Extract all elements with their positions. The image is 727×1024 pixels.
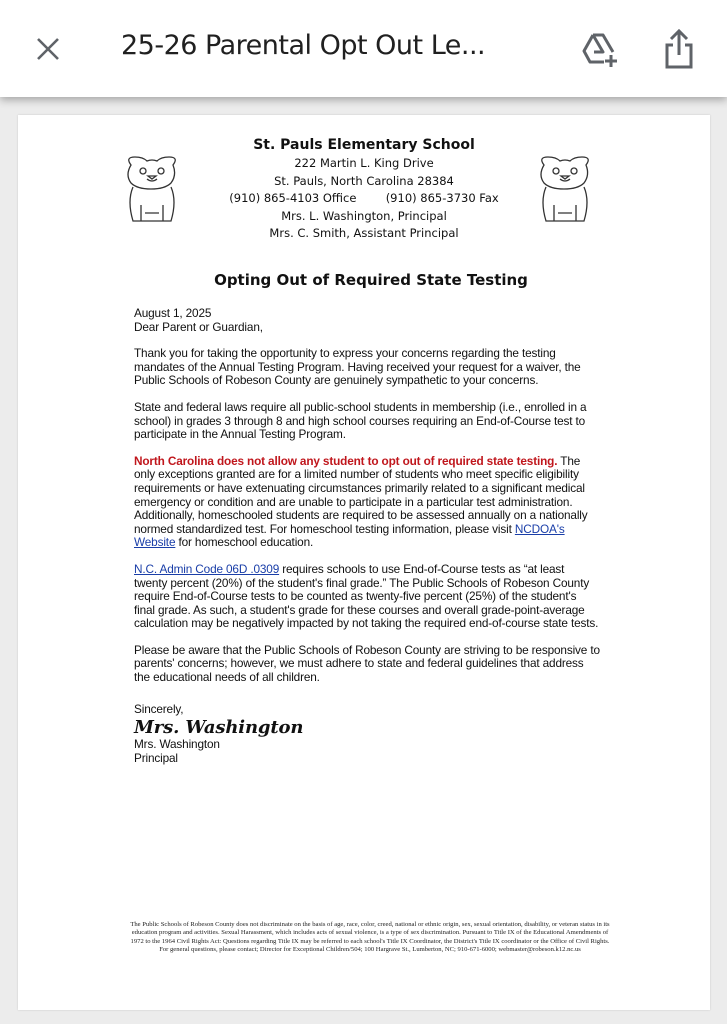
add-to-drive-icon[interactable] xyxy=(580,30,620,68)
opt-out-warning: North Carolina does not allow any student to opt out of required state testing. xyxy=(134,453,558,468)
nondiscrimination-footer: The Public Schools of Robeson County does not discriminate on the basis of age, race, color, creed, national or ethnic origin, sex, sexual orientation, disability, or veteran status in its education program and activities. Sexual Harassment, which includes acts of sexual violence, is a type of sex discrimination. Pursuant to Title IX of the Educational Amendments of 1972 to the 1964 Civil Rights Act: Questions regarding Title IX may be referred to each school's Title IX Coordinator, the District's Title IX coordinator or the Office of Civil Rights. For general questions, please contact; Director for Exceptional Children/504; 100 Hargrave St., Lumberton, NC; 910-671-6000; webmaster@robeson.k12.nc.us xyxy=(130,921,610,954)
document-title: 25-26 Parental Opt Out Le... xyxy=(121,30,486,61)
ncdoa-website-link[interactable]: NCDOA's Website xyxy=(134,521,565,550)
paragraph-3 xyxy=(134,455,600,550)
signature: Mrs. Washington xyxy=(134,717,304,739)
letter-title: Opting Out of Required State Testing xyxy=(214,271,528,289)
city-state-line: St. Pauls, North Carolina 28384 xyxy=(274,173,454,188)
paragraph-4-text: requires schools to use End-of-Course tests as “at least twenty percent (20%) of the student's final grade.” The Public Schools of Robeson County require End-of-Course tests to be counted as twenty-five percent (25%) of the student's final grade. As such, a student's grade for these courses and overall grade-point-average calculation may be negatively impacted by not taking the required end-of-course state tests. xyxy=(134,561,599,631)
paragraph-5: Please be aware that the Public Schools of Robeson County are striving to be responsive to parents' concerns; however, we must adhere to state and federal guidelines that address the educational needs of all children. xyxy=(134,642,600,685)
closing: Sincerely, xyxy=(134,701,184,716)
admin-code-link[interactable]: N.C. Admin Code 06D .0309 xyxy=(134,561,280,576)
share-icon[interactable] xyxy=(662,28,696,70)
letter-date: August 1, 2025 xyxy=(134,306,212,320)
top-app-bar xyxy=(0,0,727,97)
paragraph-1: Thank you for taking the opportunity to express your concerns regarding the testing mandates of the Annual Testing Program. Having received your request for a waiver, the Public Schools of Robeson County are genuinely sympathetic to your concerns. xyxy=(134,346,581,388)
close-icon[interactable] xyxy=(33,34,63,64)
document-page xyxy=(18,115,710,1010)
salutation: Dear Parent or Guardian, xyxy=(134,319,263,334)
signer-title: Principal xyxy=(134,750,178,765)
address-line: 222 Martin L. King Drive xyxy=(294,156,434,170)
paragraph-3-end: for homeschool education. xyxy=(175,535,314,550)
phone-line: (910) 865-4103 Office (910) 865-3730 Fax xyxy=(229,191,499,205)
school-name: St. Pauls Elementary School xyxy=(253,137,475,153)
paragraph-3-text: The only exceptions granted are for a limited number of students who meet specific eligibility requirements or have extenuating circumstances primarily related to a significant medical emergency or condition and are unable to participate in a particular test administration. Additionally, homeschooled students are required to be assessed annually on a nationally normed standardized test. For homeschool testing information, please visit xyxy=(134,453,588,536)
paragraph-4 xyxy=(134,563,600,631)
signer-name: Mrs. Washington xyxy=(134,737,220,752)
assistant-principal-line: Mrs. C. Smith, Assistant Principal xyxy=(269,226,459,240)
principal-line: Mrs. L. Washington, Principal xyxy=(281,208,447,223)
letter-body xyxy=(134,307,600,765)
paragraph-2: State and federal laws require all public-school students in membership (i.e., enrolled in a school) in grades 3 through 8 and high school courses requiring an End-of-Course test to participate in the Annual Testing Program. xyxy=(134,399,587,442)
letterhead xyxy=(18,135,710,243)
